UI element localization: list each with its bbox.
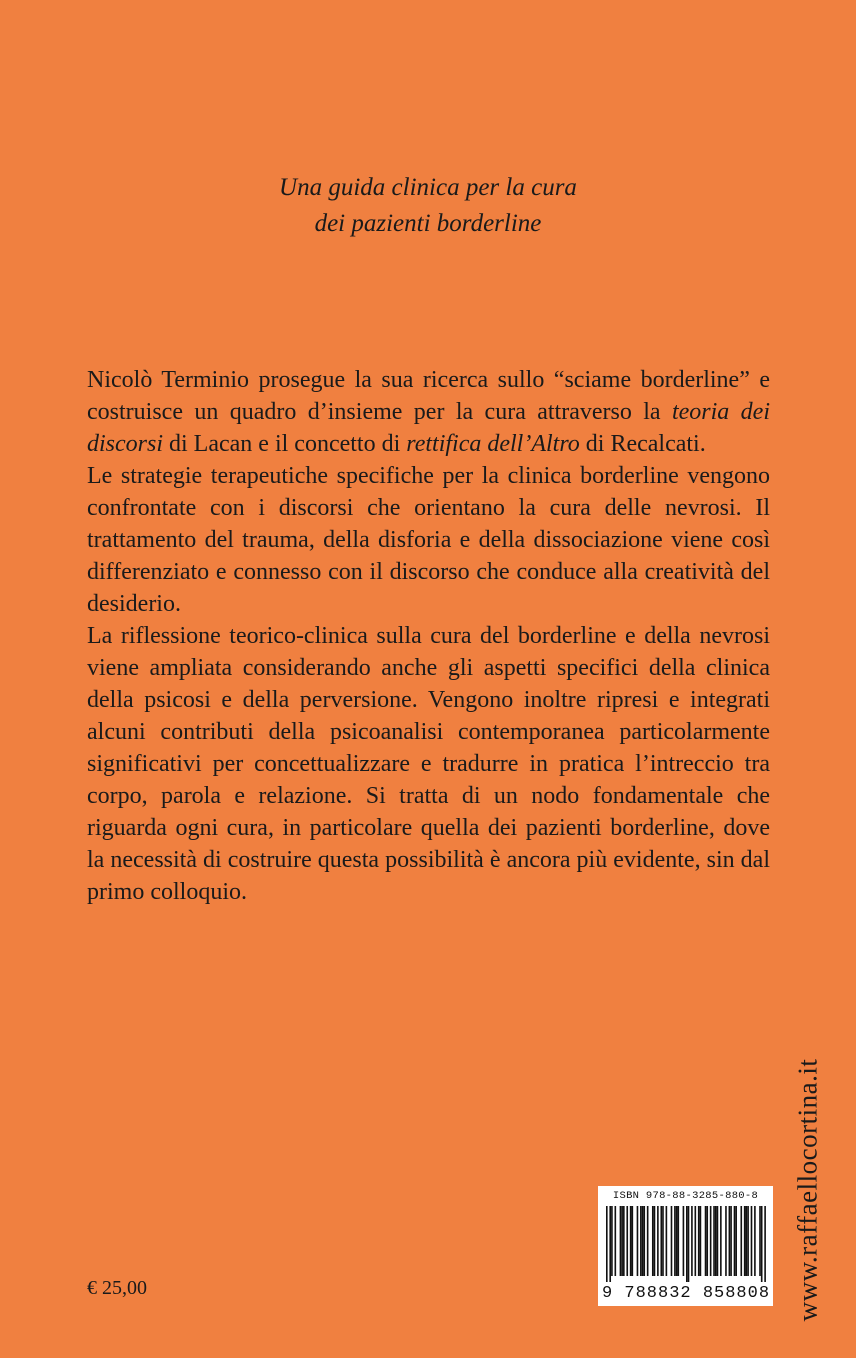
barcode-bar <box>715 1206 717 1276</box>
blurb-paragraph-3: La riflessione teorico-clinica sulla cura del borderline e della nevrosi viene ampliata considerando anche gli aspetti specifici della clinica della psicosi e della perversione. Vengono inoltre ripresi e integrati alcuni contributi della psicoanalisi contemporanea particolarmente significativi per concettualizzare e tradurre in pratica l’intreccio tra corpo, parola e relazione. Si tratta di un nodo fondamentale che riguarda ogni cura, in particolare quella dei pazienti borderline, dove la necessità di costruire questa possibilità è ancora più evidente, sin dal primo colloquio. <box>87 623 770 905</box>
barcode-bar <box>652 1206 654 1276</box>
isbn-barcode <box>598 1186 773 1306</box>
barcode-bar <box>710 1206 712 1276</box>
barcode-bar <box>620 1206 622 1276</box>
blurb-paragraph-1 <box>87 364 770 460</box>
barcode-bar <box>676 1206 678 1276</box>
tagline-line-2: dei pazienti borderline <box>314 210 542 237</box>
barcode-bar <box>662 1206 664 1276</box>
barcode-bar <box>609 1206 611 1282</box>
blurb-p1-text-c: di Recalcati. <box>579 431 706 457</box>
barcode-bar <box>637 1206 639 1276</box>
barcode-bar <box>606 1206 608 1282</box>
barcode-bar <box>705 1206 707 1276</box>
barcode-bar <box>729 1206 731 1276</box>
book-blurb <box>87 364 770 908</box>
barcode-bar <box>683 1206 685 1276</box>
barcode-bar <box>691 1206 693 1276</box>
blurb-p1-italic-b: rettifica dell’Altro <box>406 431 580 457</box>
barcode-bar <box>686 1206 688 1282</box>
barcode-bar <box>642 1206 644 1276</box>
barcode-bar <box>720 1206 722 1276</box>
blurb-paragraph-2: Le strategie terapeutiche specifiche per la clinica borderline vengono confrontate con i discorsi che orientano la cura delle nevrosi. Il trattamento del trauma, della disforia e della dissociazione viene così differenziato e connesso con il discorso che conduce alla creatività del desiderio. <box>87 463 770 617</box>
barcode-bar <box>759 1206 761 1276</box>
barcode-bar <box>630 1206 632 1276</box>
barcode-bar <box>706 1206 708 1276</box>
barcode-bar <box>735 1206 737 1276</box>
barcode-bar <box>632 1206 634 1276</box>
price: € 25,00 <box>87 1277 147 1299</box>
ean-digits: 9 788832 858808 <box>602 1284 771 1303</box>
barcode-bar <box>754 1206 756 1276</box>
barcode-bar <box>700 1206 702 1276</box>
barcode-bar <box>615 1206 617 1276</box>
barcode-bar <box>674 1206 676 1276</box>
isbn-label: ISBN 978-88-3285-880-8 <box>612 1190 759 1202</box>
barcode-bar <box>744 1206 746 1276</box>
blurb-p1-text-b: di Lacan e il concetto di <box>163 431 407 457</box>
barcode-bar <box>698 1206 700 1276</box>
barcode-bar <box>764 1206 766 1282</box>
barcode-bar <box>746 1206 748 1276</box>
barcode-bar <box>734 1206 736 1276</box>
tagline <box>0 170 856 242</box>
barcode-bar <box>611 1206 613 1276</box>
barcode-bar <box>740 1206 742 1276</box>
barcode-bar <box>654 1206 656 1276</box>
barcode-bar <box>621 1206 623 1276</box>
barcode-bar <box>677 1206 679 1276</box>
barcode-bar <box>761 1206 763 1282</box>
tagline-line-1: Una guida clinica per la cura <box>279 174 577 201</box>
barcode-bar <box>623 1206 625 1276</box>
barcode-bar <box>713 1206 715 1276</box>
barcode-bar <box>751 1206 753 1276</box>
barcode-bar <box>666 1206 668 1276</box>
barcode-bar <box>660 1206 662 1276</box>
barcode-bar <box>747 1206 749 1276</box>
barcode-bar <box>695 1206 697 1276</box>
blurb-p1-text-a: Nicolò Terminio prosegue la sua ricerca sullo “sciame borderline” e costruisce un quadro d’insieme per la cura attraverso la <box>87 367 770 425</box>
barcode-bar <box>688 1206 690 1282</box>
barcode-bar <box>671 1206 673 1276</box>
barcode-bar <box>626 1206 628 1276</box>
barcode-bar <box>725 1206 727 1276</box>
blurb-p1-italic-a: teoria dei discorsi <box>87 399 770 457</box>
barcode-bar <box>730 1206 732 1276</box>
barcode-bars-icon <box>606 1206 766 1282</box>
barcode-bar <box>717 1206 719 1276</box>
barcode-bar <box>640 1206 642 1276</box>
barcode-bar <box>643 1206 645 1276</box>
publisher-website <box>772 1058 844 1322</box>
barcode-bar <box>647 1206 649 1276</box>
publisher-website-text: www.raffaellocortina.it <box>792 1058 823 1322</box>
barcode-bar <box>657 1206 659 1276</box>
